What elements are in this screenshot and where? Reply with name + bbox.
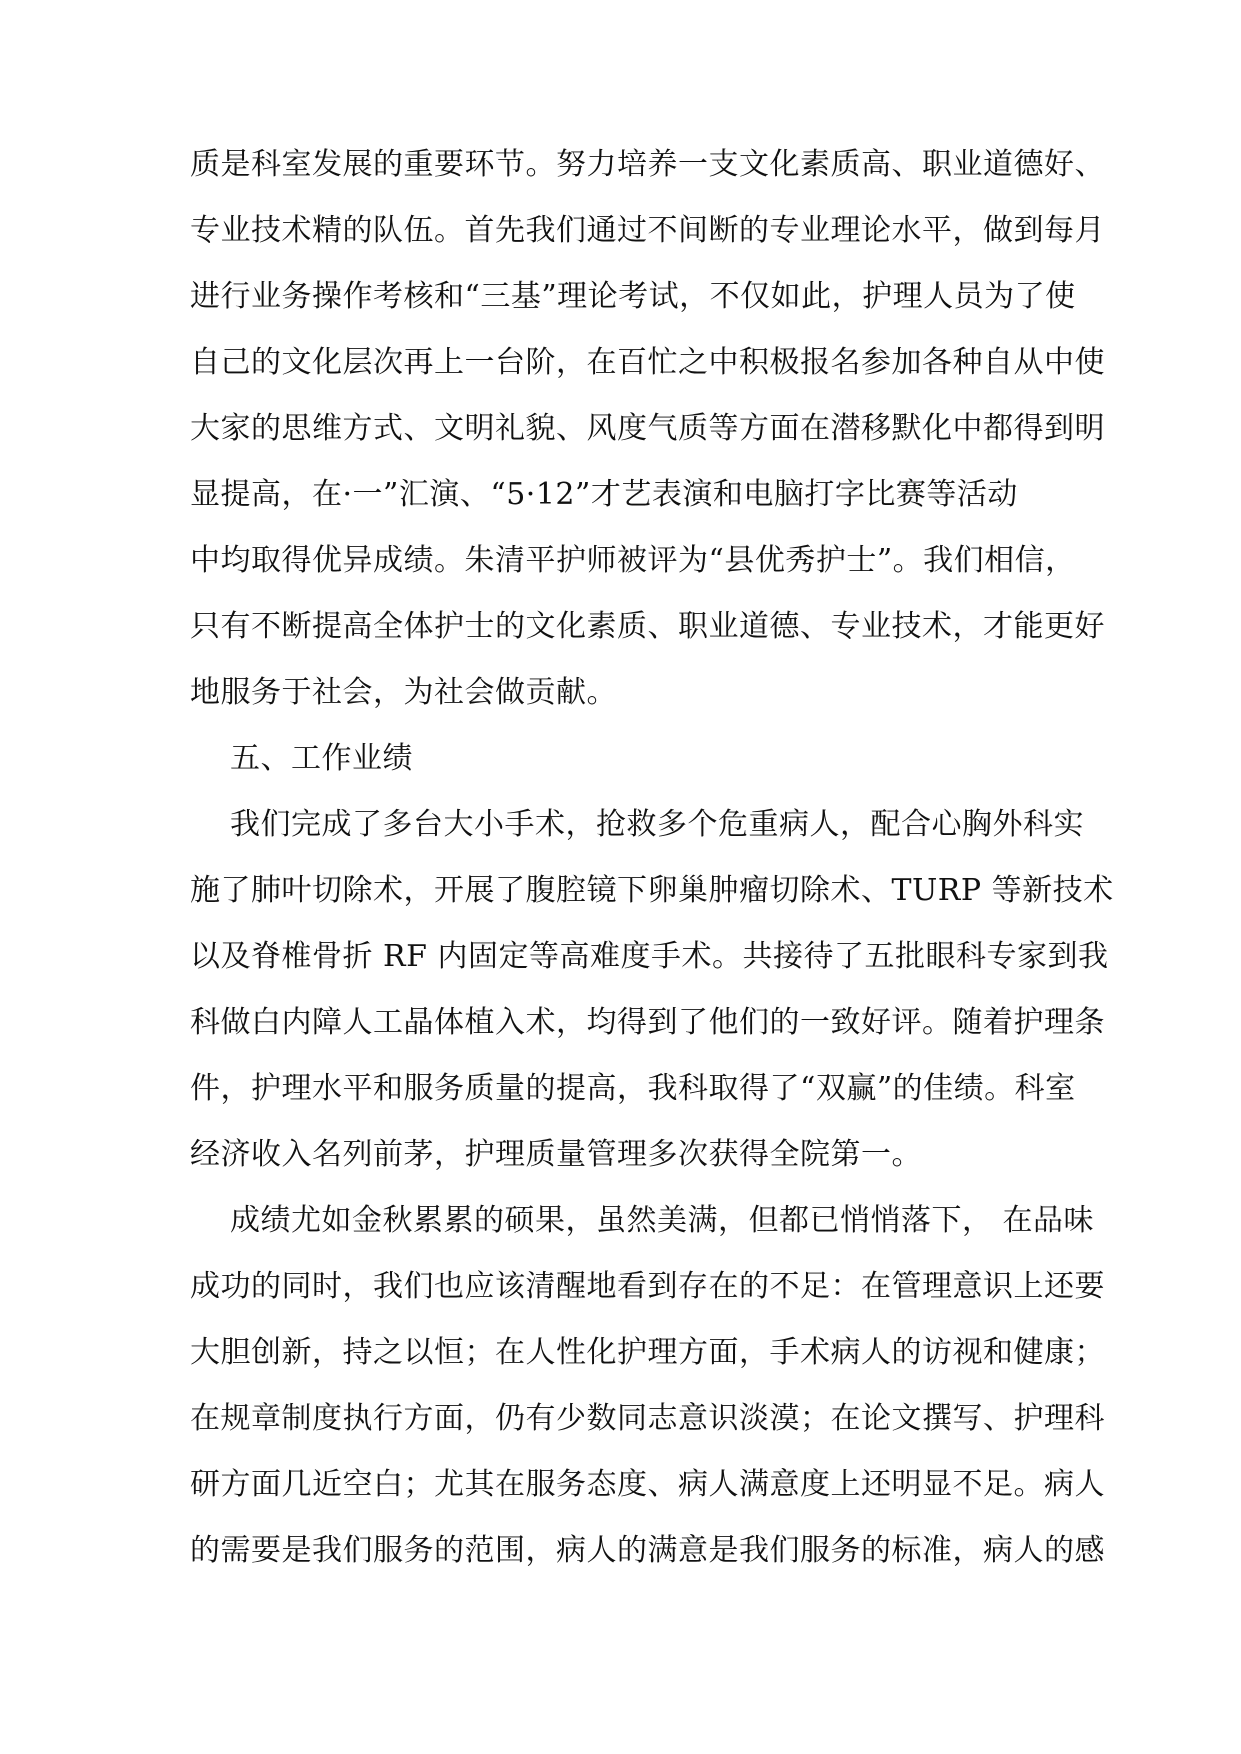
text-line: 地服务于社会，为社会做贡献。 bbox=[190, 675, 617, 710]
text-line: 质是科室发展的重要环节。努力培养一支文化素质高、职业道德好、 bbox=[190, 147, 1105, 182]
text-line: 我们完成了多台大小手术，抢救多个危重病人，配合心胸外科实 bbox=[230, 807, 1084, 842]
text-line: 进行业务操作考核和“三基”理论考试，不仅如此，护理人员为了使 bbox=[190, 279, 1076, 314]
text-line: 施了肺叶切除术，开展了腹腔镜下卵巢肿瘤切除术、TURP 等新技术 bbox=[190, 873, 1114, 908]
text-line: 经济收入名列前茅，护理质量管理多次获得全院第一。 bbox=[190, 1137, 922, 1172]
text-line: 自己的文化层次再上一台阶，在百忙之中积极报名参加各种自从中使 bbox=[190, 345, 1105, 380]
text-line: 只有不断提高全体护士的文化素质、职业道德、专业技术，才能更好 bbox=[190, 609, 1105, 644]
text-line: 中均取得优异成绩。朱清平护师被评为“县优秀护士”。我们相信， bbox=[190, 543, 1076, 578]
section-heading: 五、工作业绩 bbox=[230, 741, 413, 776]
text-line: 科做白内障人工晶体植入术，均得到了他们的一致好评。随着护理条 bbox=[190, 1005, 1105, 1040]
text-line: 的需要是我们服务的范围，病人的满意是我们服务的标准，病人的感 bbox=[190, 1533, 1105, 1568]
text-line: 在规章制度执行方面，仍有少数同志意识淡漠；在论文撰写、护理科 bbox=[190, 1401, 1105, 1436]
text-line: 成绩尤如金秋累累的硕果，虽然美满，但都已悄悄落下， 在品味 bbox=[230, 1203, 1095, 1238]
text-line: 大胆创新，持之以恒；在人性化护理方面，手术病人的访视和健康； bbox=[190, 1335, 1105, 1370]
text-line: 显提高，在·一”汇演、“5·12”才艺表演和电脑打字比赛等活动 bbox=[190, 477, 1018, 512]
text-line: 专业技术精的队伍。首先我们通过不间断的专业理论水平，做到每月 bbox=[190, 213, 1105, 248]
text-line: 成功的同时，我们也应该清醒地看到存在的不足：在管理意识上还要 bbox=[190, 1269, 1105, 1304]
text-line: 研方面几近空白；尤其在服务态度、病人满意度上还明显不足。病人 bbox=[190, 1467, 1105, 1502]
text-line: 以及脊椎骨折 RF 内固定等高难度手术。共接待了五批眼科专家到我 bbox=[190, 939, 1109, 974]
body-text bbox=[190, 132, 1114, 1584]
text-line: 件，护理水平和服务质量的提高，我科取得了“双赢”的佳绩。科室 bbox=[190, 1071, 1076, 1106]
text-line: 大家的思维方式、文明礼貌、风度气质等方面在潜移默化中都得到明 bbox=[190, 411, 1105, 446]
